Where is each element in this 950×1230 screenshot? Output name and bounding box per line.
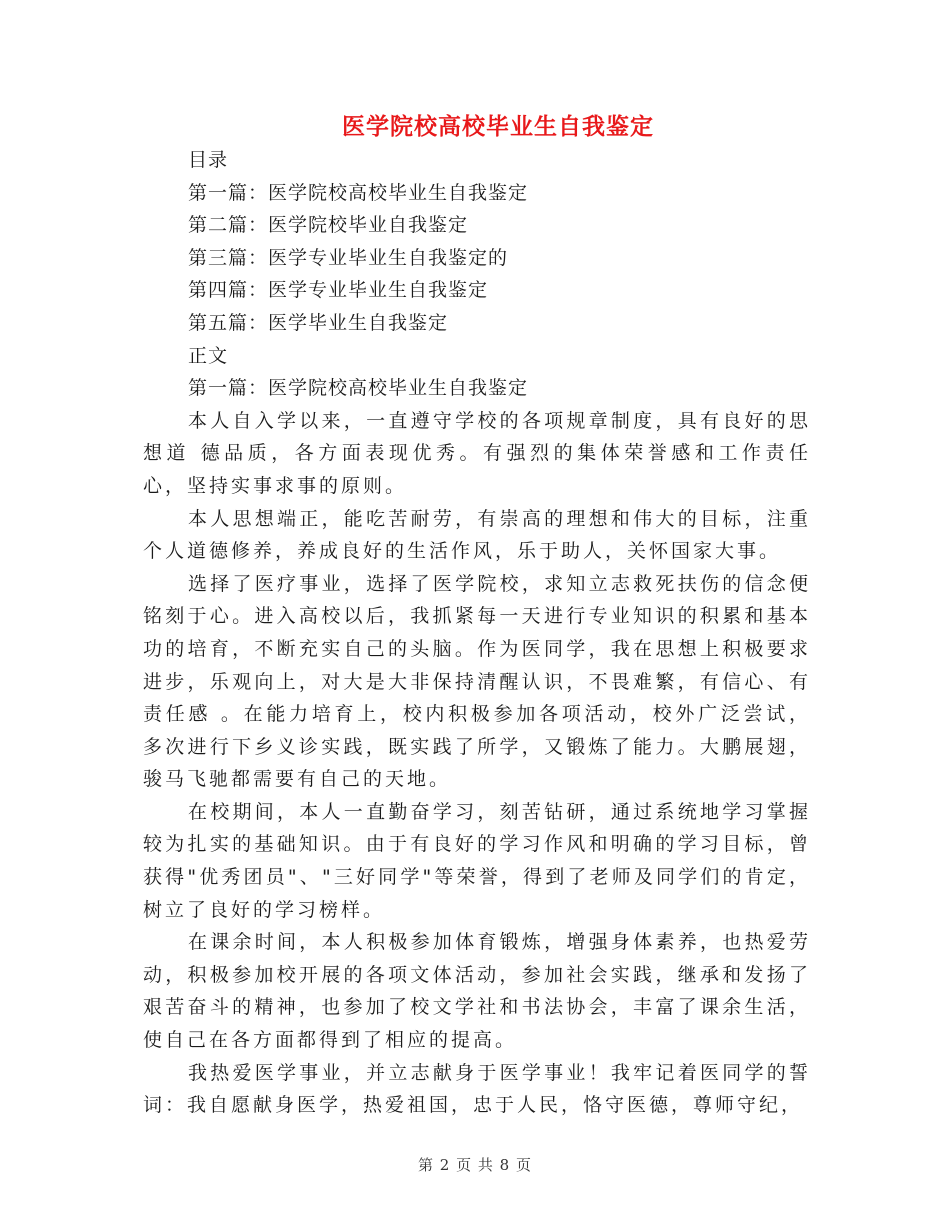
document-title: 医学院校高校毕业生自我鉴定: [342, 113, 654, 140]
paragraph-2: 本人思想端正，能吃苦耐劳，有崇高的理想和伟大的目标，注重个人道德修养，养成良好的生活作风，乐于助人，关怀国家大事。: [143, 507, 811, 563]
toc-item-3: 第三篇：医学专业毕业生自我鉴定的: [188, 246, 509, 269]
paragraph-5: 在课余时间，本人积极参加体育锻炼，增强身体素养，也热爱劳动，积极参加校开展的各项文体活动，参加社会实践，继承和发扬了艰苦奋斗的精神，也参加了校文学社和书法协会，丰富了课余生活，使自己在各方面都得到了相应的提高。: [143, 931, 811, 1052]
body-heading: 正文: [188, 344, 229, 367]
toc-item-1: 第一篇：医学院校高校毕业生自我鉴定: [188, 181, 529, 204]
toc-heading: 目录: [188, 149, 229, 171]
paragraph-4: 在校期间，本人一直勤奋学习，刻苦钻研，通过系统地学习掌握较为扎实的基础知识。由于有良好的学习作风和明确的学习目标，曾获得"优秀团员"、"三好同学"等荣誉，得到了老师及同学们的肯定，树立了良好的学习榜样。: [143, 800, 811, 921]
section-title: 第一篇：医学院校高校毕业生自我鉴定: [188, 377, 529, 400]
paragraph-3: 选择了医疗事业，选择了医学院校，求知立志救死扶伤的信念便铭刻于心。进入高校以后，我抓紧每一天进行专业知识的积累和基本功的培育，不断充实自己的头脑。作为医同学，我在思想上积极要求进步，乐观向上，对大是大非保持清醒认识，不畏难繁，有信心、有责任感 。在能力培育上，校内积极参加各项活动，校外广泛尝试，多次进行下乡义诊实践，既实践了所学，又锻炼了能力。大鹏展翅，骏马飞驰都需要有自己的天地。: [143, 572, 811, 791]
toc-item-4: 第四篇：医学专业毕业生自我鉴定: [188, 279, 489, 302]
page-footer: 第 2 页 共 8 页: [418, 1156, 532, 1174]
paragraph-6: 我热爱医学事业，并立志献身于医学事业！我牢记着医同学的誓词：我自愿献身医学，热爱祖国，忠于人民，恪守医德，尊师守纪，: [143, 1061, 811, 1117]
document-body: [143, 144, 811, 1122]
toc-item-5: 第五篇：医学毕业生自我鉴定: [188, 311, 449, 334]
toc-item-2: 第二篇：医学院校毕业自我鉴定: [188, 214, 469, 237]
paragraph-1: 本人自入学以来，一直遵守学校的各项规章制度，具有良好的思想道 德品质，各方面表现优秀。有强烈的集体荣誉感和工作责任心，坚持实事求事的原则。: [143, 409, 811, 497]
